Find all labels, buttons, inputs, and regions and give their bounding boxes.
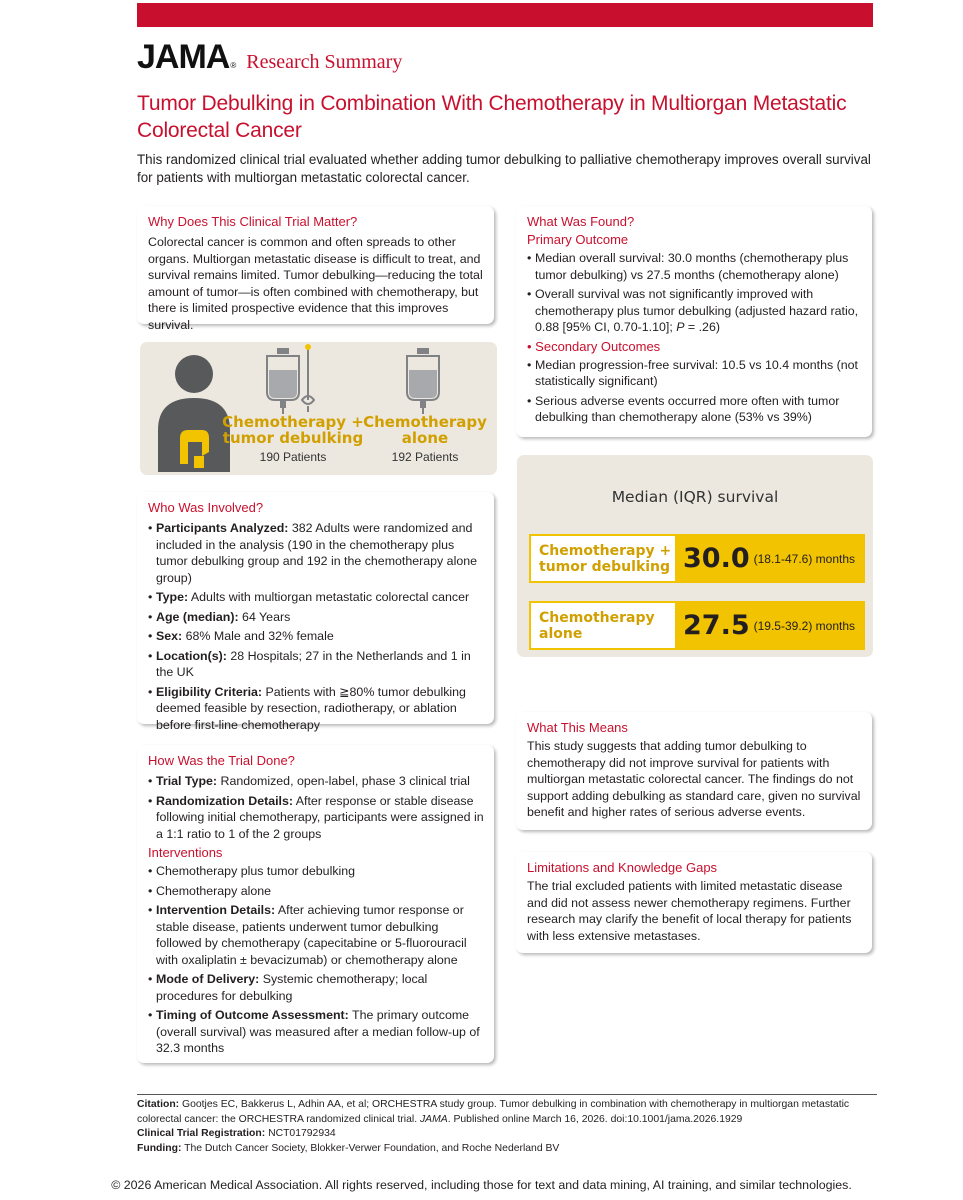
- arm-1-count: 190 Patients: [259, 450, 327, 464]
- survival-row-debulking: [529, 534, 865, 583]
- surgical-instrument-icon: [301, 344, 315, 412]
- trial-registration: Clinical Trial Registration: NCT01792934: [137, 1128, 336, 1139]
- survival-row-value: [675, 534, 865, 583]
- survival-row-label-line2: tumor debulking: [539, 559, 671, 575]
- survival-row-label-line1: Chemotherapy: [539, 610, 655, 626]
- list-item: • Median progression-free survival: 10.5 vs 10.4 months (not statistically significant): [527, 357, 862, 390]
- involved-list: [148, 520, 484, 733]
- survival-title: Median (IQR) survival: [611, 488, 779, 506]
- list-item: • Median overall survival: 30.0 months (chemotherapy plus tumor debulking) vs 27.5 months (chemotherapy alone): [527, 250, 862, 283]
- limitations-heading: Limitations and Knowledge Gaps: [527, 860, 718, 875]
- funding: Funding: The Dutch Cancer Society, Blokker-Verwer Foundation, and Roche Nederland BV: [137, 1142, 560, 1154]
- registered-mark: ®: [230, 61, 237, 70]
- chemo-iv-bag-icon: [263, 348, 303, 414]
- trial-arms-illustration: [140, 342, 497, 475]
- iqr-value: (19.5-39.2) months: [753, 618, 856, 633]
- survival-row-value: [675, 601, 865, 650]
- interventions-list: [148, 863, 484, 1057]
- arm-2-count: 192 Patients: [391, 450, 459, 464]
- survival-box: [517, 455, 873, 657]
- found-card: [516, 206, 872, 437]
- involved-card: [137, 492, 494, 732]
- how-heading: How Was the Trial Done?: [148, 753, 295, 768]
- list-item: • Participants Analyzed: 382 Adults were randomized and included in the analysis (190 in the chemotherapy plus tumor debulking group and 192 in the chemotherapy alone group): [148, 520, 484, 586]
- means-card: [516, 712, 872, 830]
- arm-2-label: [360, 414, 490, 446]
- arm-1-label: [218, 414, 368, 446]
- secondary-outcome-list: [527, 357, 862, 426]
- header-red-bar: [137, 3, 873, 27]
- list-item: • Serious adverse events occurred more often with tumor debulking than chemotherapy alone (53% vs 39%): [527, 393, 862, 426]
- how-list: [148, 773, 484, 842]
- list-item: • Randomization Details: After response or stable disease following initial chemotherapy, participants were assigned in a 1:1 ratio to 1 of the 2 groups: [148, 793, 484, 843]
- list-item: • Chemotherapy alone: [148, 883, 484, 900]
- secondary-outcome-heading: • Secondary Outcomes: [527, 338, 661, 354]
- footer: [137, 1094, 877, 1156]
- median-survival-value: 30.0: [683, 543, 750, 574]
- list-item: • Intervention Details: After achieving tumor response or stable disease, patients underwent tumor debulking followed by chemotherapy (capecitabine or 5-fluorouracil with oxaliplatin ± bevacizumab) or chemotherapy alone: [148, 902, 484, 968]
- arm-2-label-line1: Chemotherapy: [363, 413, 487, 431]
- jama-logo: JAMA: [137, 38, 230, 76]
- list-item: • Eligibility Criteria: Patients with ≧80% tumor debulking deemed feasible by resection, radiotherapy, or ablation before first-line chemotherapy: [148, 684, 484, 734]
- survival-row-label-line2: alone: [539, 626, 583, 642]
- limitations-text: The trial excluded patients with limited metastatic disease and did not assess newer chemotherapy regimens. Further research may clarify the benefit of local therapy for patients with less extensive metastases.: [527, 879, 852, 943]
- survival-row-chemo-alone: [529, 601, 865, 650]
- brand-header: [137, 38, 402, 77]
- section-label: Research Summary: [246, 51, 403, 73]
- involved-heading: Who Was Involved?: [148, 500, 264, 515]
- iqr-value: (18.1-47.6) months: [753, 551, 856, 566]
- footer-divider: [137, 1094, 877, 1095]
- copyright: © 2026 American Medical Association. All rights reserved, including those for text and data mining, AI training, and similar technologies.: [111, 1178, 852, 1192]
- why-heading: Why Does This Clinical Trial Matter?: [148, 214, 358, 229]
- list-item: • Overall survival was not significantly improved with chemotherapy plus tumor debulking (adjusted hazard ratio, 0.88 [95% CI, 0.70-1.10]; P = .26): [527, 286, 862, 336]
- why-card: [137, 206, 494, 332]
- list-item: • Location(s): 28 Hospitals; 27 in the Netherlands and 1 in the UK: [148, 648, 484, 681]
- citation: Citation: Gootjes EC, Bakkerus L, Adhin AA, et al; ORCHESTRA study group. Tumor debulking in combination with chemotherapy in multiorgan metastatic colorectal cancer: the ORCHESTRA randomized clinical trial. JAMA. Published online March 16, 2026. doi:10.1001/jama.2026.1929: [137, 1099, 850, 1125]
- limitations-card: [516, 852, 872, 953]
- primary-outcome-heading: Primary Outcome: [527, 232, 629, 247]
- survival-row-label-line1: Chemotherapy +: [539, 543, 672, 559]
- how-card: [137, 745, 494, 1063]
- page-title: Tumor Debulking in Combination With Chemotherapy in Multiorgan Metastatic Colorectal Cancer: [137, 92, 847, 142]
- list-item: • Timing of Outcome Assessment: The primary outcome (overall survival) was measured after a median follow-up of 32.3 months: [148, 1007, 484, 1057]
- found-heading: What Was Found?: [527, 214, 635, 229]
- list-item: • Mode of Delivery: Systemic chemotherapy; local procedures for debulking: [148, 971, 484, 1004]
- arm-1-label-line1: Chemotherapy +: [222, 413, 364, 431]
- arm-2-label-line2: alone: [401, 429, 449, 447]
- list-item: • Trial Type: Randomized, open-label, phase 3 clinical trial: [148, 773, 484, 790]
- chemo-alone-iv-bag-icon: [403, 348, 443, 414]
- interventions-heading: Interventions: [148, 845, 223, 860]
- list-item: • Type: Adults with multiorgan metastatic colorectal cancer: [148, 589, 484, 606]
- list-item: • Chemotherapy plus tumor debulking: [148, 863, 484, 880]
- why-text: Colorectal cancer is common and often spreads to other organs. Multiorgan metastatic disease is difficult to treat, and survival remains limited. Tumor debulking—reducing the total amount of tumor—is often combined with chemotherapy, but there is limited prospective evidence that this improves survival.: [148, 235, 483, 332]
- median-survival-value: 27.5: [683, 610, 750, 641]
- survival-row-label: [529, 601, 675, 650]
- list-item: • Sex: 68% Male and 32% female: [148, 628, 484, 645]
- intro-text: This randomized clinical trial evaluated whether adding tumor debulking to palliative chemotherapy improves overall survival for patients with multiorgan metastatic colorectal cancer.: [137, 152, 871, 185]
- survival-row-label: [529, 534, 675, 583]
- list-item: • Age (median): 64 Years: [148, 609, 484, 626]
- arm-1-label-line2: tumor debulking: [222, 429, 364, 447]
- means-text: This study suggests that adding tumor debulking to chemotherapy did not improve survival for patients with multiorgan metastatic colorectal cancer. The findings do not support adding debulking as standard care, given no survival benefit and higher rates of serious adverse events.: [527, 739, 861, 819]
- primary-outcome-list: [527, 250, 862, 336]
- means-heading: What This Means: [527, 720, 628, 735]
